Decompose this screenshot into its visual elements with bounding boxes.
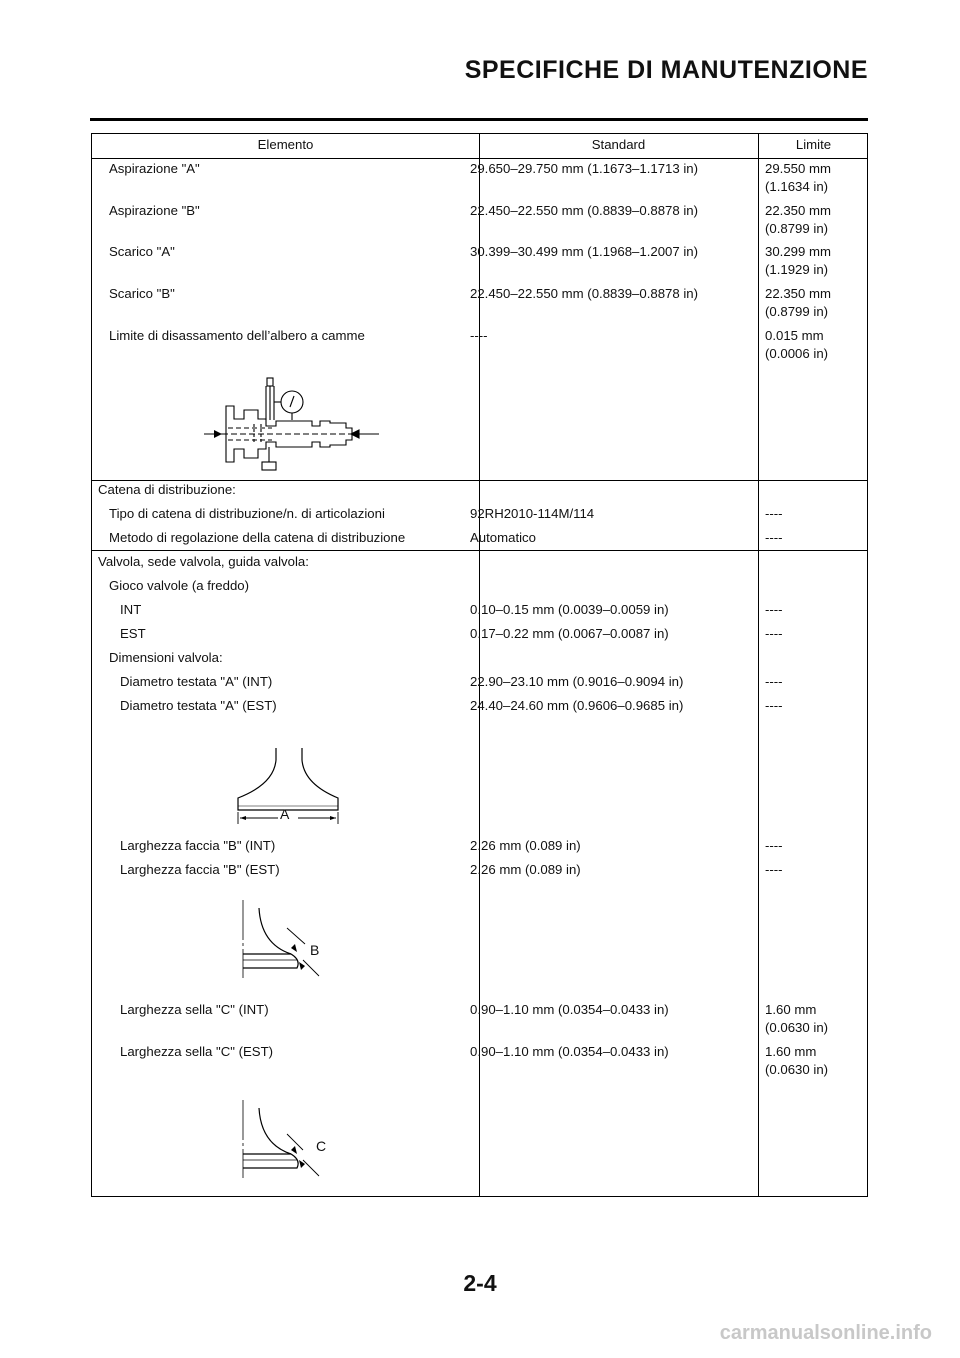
title-rule — [90, 118, 868, 121]
row-limit: 22.350 mm — [765, 286, 831, 301]
row-item: EST — [120, 626, 146, 641]
row-standard: 30.399–30.499 mm (1.1968–1.2007 in) — [470, 244, 699, 259]
column-header-item: Elemento — [257, 137, 314, 152]
row-item: Aspirazione "B" — [109, 203, 200, 218]
row-standard: 0.10–0.15 mm (0.0039–0.0059 in) — [470, 602, 669, 617]
row-limit-imperial: (0.0630 in) — [765, 1062, 829, 1077]
row-item: Larghezza faccia "B" (EST) — [120, 862, 280, 877]
row-limit: 1.60 mm — [765, 1002, 817, 1017]
row-item: Metodo di regolazione della catena di distribuzione — [109, 530, 406, 545]
row-item: Scarico "A" — [109, 244, 175, 259]
row-item: Larghezza sella "C" (EST) — [120, 1044, 274, 1059]
row-item: Larghezza sella "C" (INT) — [120, 1002, 269, 1017]
column-header-standard: Standard — [591, 137, 646, 152]
row-standard: 29.650–29.750 mm (1.1673–1.1713 in) — [470, 161, 699, 176]
column-divider-2 — [758, 134, 759, 1196]
row-limit-imperial: (1.1929 in) — [765, 262, 829, 277]
row-item: Aspirazione "A" — [109, 161, 200, 176]
row-standard: Automatico — [470, 530, 536, 545]
row-item: Larghezza faccia "B" (INT) — [120, 838, 276, 853]
section-title-valve: Valvola, sede valvola, guida valvola: — [98, 554, 309, 569]
column-header-limit: Limite — [795, 137, 832, 152]
page-title: SPECIFICHE DI MANUTENZIONE — [464, 56, 868, 84]
row-standard: 92RH2010-114M/114 — [470, 506, 595, 521]
row-standard: 0.90–1.10 mm (0.0354–0.0433 in) — [470, 1044, 669, 1059]
row-limit: ---- — [765, 602, 783, 617]
row-limit: ---- — [765, 530, 783, 545]
row-limit: 30.299 mm — [765, 244, 831, 259]
section-divider-valve — [92, 550, 867, 551]
row-limit-imperial: (0.0006 in) — [765, 346, 829, 361]
row-limit-imperial: (1.1634 in) — [765, 179, 829, 194]
row-limit: ---- — [765, 674, 783, 689]
page-number: 2-4 — [463, 1270, 497, 1296]
row-limit-imperial: (0.8799 in) — [765, 221, 829, 236]
row-standard: 24.40–24.60 mm (0.9606–0.9685 in) — [470, 698, 684, 713]
row-limit-imperial: (0.8799 in) — [765, 304, 829, 319]
row-standard: 22.450–22.550 mm (0.8839–0.8878 in) — [470, 203, 699, 218]
section-title-timing-chain: Catena di distribuzione: — [98, 482, 236, 497]
watermark: carmanualsonline.info — [719, 1322, 932, 1344]
spec-table — [91, 133, 868, 1197]
row-standard: 0.17–0.22 mm (0.0067–0.0087 in) — [470, 626, 669, 641]
subsection-title-clearance: Gioco valvole (a freddo) — [109, 578, 250, 593]
figure-label-c: C — [316, 1138, 327, 1154]
row-limit: ---- — [765, 626, 783, 641]
row-standard: 22.450–22.550 mm (0.8839–0.8878 in) — [470, 286, 699, 301]
row-item: INT — [120, 602, 142, 617]
figure-label-a: A — [280, 806, 290, 822]
row-item: Tipo di catena di distribuzione/n. di articolazioni — [109, 506, 385, 521]
row-limit: ---- — [765, 862, 783, 877]
row-limit: 0.015 mm — [765, 328, 824, 343]
row-standard: 0.90–1.10 mm (0.0354–0.0433 in) — [470, 1002, 669, 1017]
row-limit: ---- — [765, 698, 783, 713]
row-item: Diametro testata "A" (EST) — [120, 698, 277, 713]
figure-label-b: B — [310, 942, 320, 958]
camshaft-runout-diagram — [204, 376, 379, 476]
row-limit: 1.60 mm — [765, 1044, 817, 1059]
subsection-title-dimensions: Dimensioni valvola: — [109, 650, 223, 665]
row-item: Limite di disassamento dell’albero a camme — [109, 328, 365, 343]
row-standard: ---- — [470, 328, 488, 343]
row-limit: 29.550 mm — [765, 161, 831, 176]
row-limit: ---- — [765, 838, 783, 853]
row-limit-imperial: (0.0630 in) — [765, 1020, 829, 1035]
row-standard: 2.26 mm (0.089 in) — [470, 838, 581, 853]
row-limit: ---- — [765, 506, 783, 521]
row-standard: 22.90–23.10 mm (0.9016–0.9094 in) — [470, 674, 684, 689]
row-item: Scarico "B" — [109, 286, 175, 301]
row-limit: 22.350 mm — [765, 203, 831, 218]
row-item: Diametro testata "A" (INT) — [120, 674, 273, 689]
valve-face-width-diagram — [237, 898, 337, 980]
row-standard: 2.26 mm (0.089 in) — [470, 862, 581, 877]
